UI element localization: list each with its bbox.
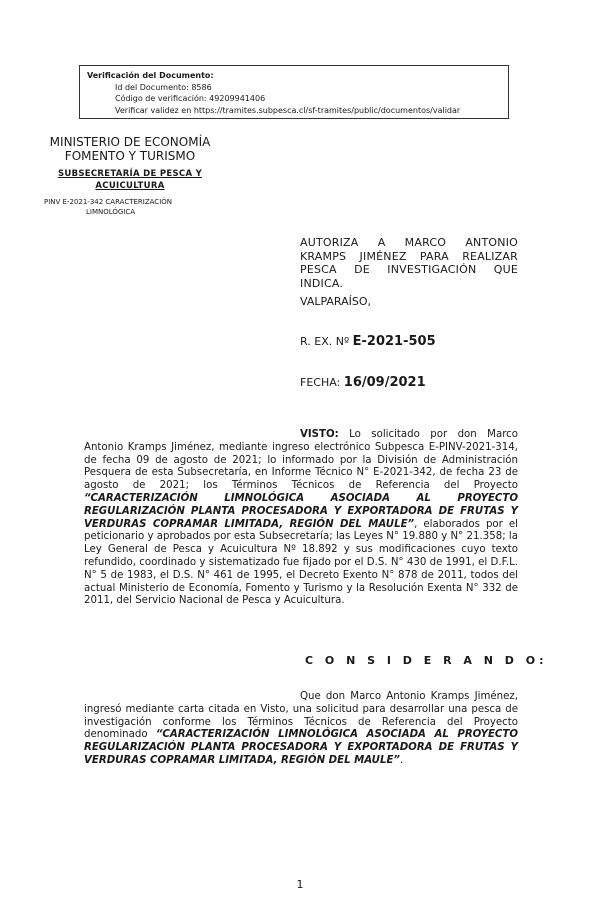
date-value: 16/09/2021 <box>343 375 426 390</box>
verification-code: • Código de verificación: 49209941406 <box>115 93 502 105</box>
visto-text: Lo solicitado por don Marco Antonio Kramps Jiménez, mediante ingreso electrónico Subpesca E-PINV-2021-314, de fecha 09 de agosto de 2021; lo informado por la División de Administración Pesquera de esta Subsecretaría, en Informe Técnico N° E-2021-342, de fecha 23 de agosto de 2021; los Términos Técnicos de Referencia del Proyecto <box>84 429 518 492</box>
resolution-subject: AUTORIZA A MARCO ANTONIO KRAMPS JIMÉNEZ PARA REALIZAR PESCA DE INVESTIGACIÓN QUE INDICA. <box>300 236 518 290</box>
considerando-text-end: . <box>399 754 404 766</box>
resolution-value: E-2021-505 <box>352 334 436 349</box>
page-number: 1 <box>296 878 304 891</box>
verification-list <box>87 82 502 117</box>
ministry-name-line2: FOMENTO Y TURISMO <box>64 149 196 163</box>
place: VALPARAÍSO, <box>300 295 372 308</box>
resolution-number <box>300 334 436 349</box>
document-id: • Id del Documento: 8586 <box>115 82 502 94</box>
document-code-line1: PINV E-2021-342 CARACTERIZACIÓN <box>44 198 173 206</box>
ministry-name: MINISTERIO DE ECONOMÍA <box>49 135 211 149</box>
considerando-heading: C O N S I D E R A N D O: <box>305 654 548 667</box>
visto-paragraph <box>84 429 518 608</box>
resolution-date <box>300 375 426 390</box>
visto-text-end: , elaborados por el peticionario y aprobados por esta Subsecretaría; las Leyes N° 19.880 y N° 21.358; la Ley General de Pesca y Acuicultura Nº 18.892 y sus modificaciones cuyo texto refundido, coordinado y sistematizado fue fijado por el D.S. N° 430 de 1991, el D.F.L. N° 5 de 1983, el D.S. N° 461 de 1995, el Decreto Exento N° 878 de 2011, todos del actual Ministerio de Economía, Fomento y Turismo y la Resolución Exenta N° 332 de 2011, del Servicio Nacional de Pesca y Acuicultura. <box>84 518 519 607</box>
considerando-paragraph <box>84 691 518 768</box>
document-code <box>44 197 234 217</box>
subsecretaria-header <box>30 168 230 192</box>
considerando-text: Que don Marco Antonio Kramps Jiménez, ingresó mediante carta citada en Visto, una solicitud para desarrollar una pesca de investigación conforme los Términos Técnicos de Referencia del Proyecto denominado <box>84 691 518 741</box>
verification-box <box>79 65 509 119</box>
visto-label: VISTO: <box>300 429 339 440</box>
subsecretaria-name-line2: ACUICULTURA <box>95 181 165 191</box>
subsecretaria-name: SUBSECRETARÍA DE PESCA Y <box>57 169 203 179</box>
date-label: FECHA: <box>300 376 341 389</box>
considerando-project-name: “CARACTERIZACIÓN LIMNOLÓGICA ASOCIADA AL PROYECTO REGULARIZACIÓN PLANTA PROCESADORA Y EXPORTADORA DE FRUTAS Y VERDURAS COPRAMAR LIMITADA, REGIÓN DEL MAULE” <box>84 729 519 766</box>
resolution-label: R. EX. Nº <box>300 335 350 348</box>
verification-url[interactable]: • Verificar validez en https://tramites.subpesca.cl/sf-tramites/public/documentos/validar <box>115 105 502 117</box>
visto-project-name: “CARACTERIZACIÓN LIMNOLÓGICA ASOCIADA AL PROYECTO REGULARIZACIÓN PLANTA PROCESADORA Y EXPORTADORA DE FRUTAS Y VERDURAS COPRAMAR LIMITADA, REGIÓN DEL MAULE” <box>84 492 518 530</box>
document-code-line2: LIMNOLÓGICA <box>86 208 136 216</box>
verification-title: Verificación del Documento: <box>87 71 214 80</box>
ministry-header <box>30 135 230 163</box>
